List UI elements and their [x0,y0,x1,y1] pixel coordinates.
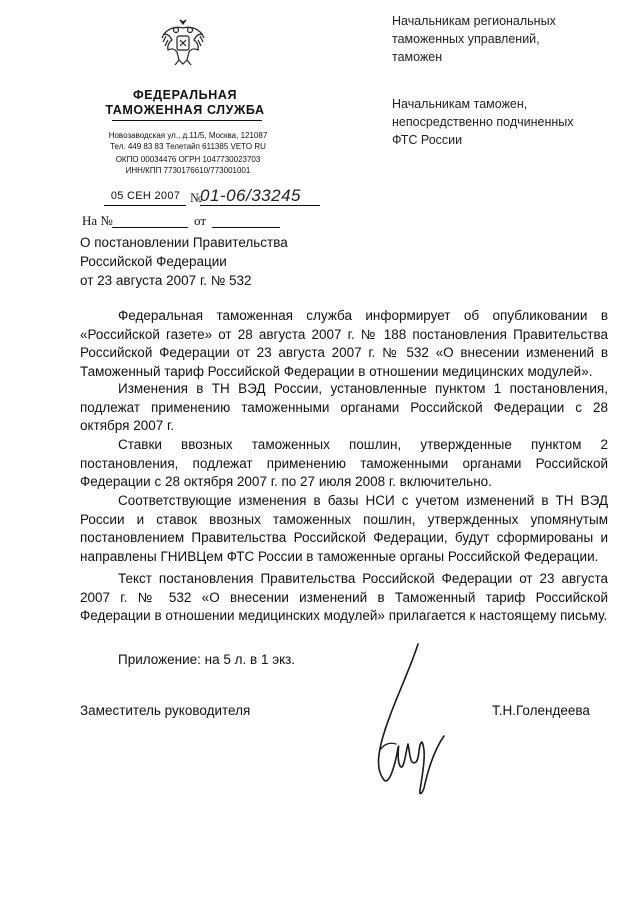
body-paragraph: Текст постановления Правительства Российской Федерации от 23 августа 2007 г. № 532 «О внесении изменений в Таможенный тариф Российской Федерации в отношении медицинских модулей» прилагается к настоящему письму. [80,571,608,623]
addressee-line: Начальникам региональных [392,14,556,28]
reference-from-label: от [194,213,207,228]
reference-date-line [212,227,280,228]
addressee-line: Начальникам таможен, [392,97,528,111]
addressee-line: ФТС России [392,133,463,147]
organization-inn-kpp: ИНН/КПП 7730176610/773001001 [125,166,251,175]
addressee-line: непосредственно подчиненных [392,115,574,129]
body-paragraph: Федеральная таможенная служба информирует об опубликовании в «Российской газете» от 28 августа 2007 г. № 188 постановления Правительства Российской Федерации от 23 августа 2007 г. № 532 «О внесении изменений в Таможенный тариф Российской Федерации в отношении медицинских модулей». [80,308,608,379]
organization-okpo-ogrn: ОКПО 00034476 ОГРН 1047730023703 [115,155,261,164]
subject-line: Российской Федерации [80,254,227,269]
body-paragraph: Соответствующие изменения в базы НСИ с учетом изменений в ТН ВЭД России и ставок ввозных таможенных пошлин, утвержденных упомянутым постановлением Правительства Российской Федерации, будут сформированы и направлены ГНИВЦем ФТС России в таможенные органы Российской Федерации. [80,493,608,564]
subject-line: О постановлении Правительства [80,235,288,250]
organization-name-line2: ТАМОЖЕННАЯ СЛУЖБА [105,103,265,117]
russian-coat-of-arms-icon [160,18,206,68]
organization-phone: Тел. 449 83 83 Телетайп 611385 VETO RU [110,142,266,151]
registration-number: 01-06/33245 [200,186,301,205]
addressee-line: таможен [392,50,443,64]
registration-number-line [200,205,320,206]
appendix-note: Приложение: на 5 л. в 1 экз. [118,652,296,667]
subject-line: от 23 августа 2007 г. № 532 [80,273,252,288]
organization-address: Новозаводская ул., д.11/5, Москва, 121087 [108,131,268,140]
addressee-line: таможенных управлений, [392,32,540,46]
registration-date: 05 СЕН 2007 [110,190,181,202]
registration-number-sign: № [190,190,203,205]
signer-name: Т.Н.Голендеева [492,703,590,718]
reference-number-label: На № [82,213,113,228]
signer-title: Заместитель руководителя [80,703,251,718]
letterhead-divider [112,120,262,121]
body-paragraph: Изменения в ТН ВЭД России, установленные пунктом 1 постановления, подлежат применению таможенными органами Российской Федерации с 28 октября 2007 г. [80,381,608,433]
handwritten-signature-icon [360,640,450,800]
organization-name-line1: ФЕДЕРАЛЬНАЯ [132,88,238,102]
body-paragraph: Ставки ввозных таможенных пошлин, утвержденные пунктом 2 постановления, подлежат применению таможенными органами Российской Федерации с 28 октября 2007 г. по 27 июля 2008 г. включительно. [80,437,608,489]
reference-number-line [112,227,188,228]
registration-date-line [104,205,186,206]
